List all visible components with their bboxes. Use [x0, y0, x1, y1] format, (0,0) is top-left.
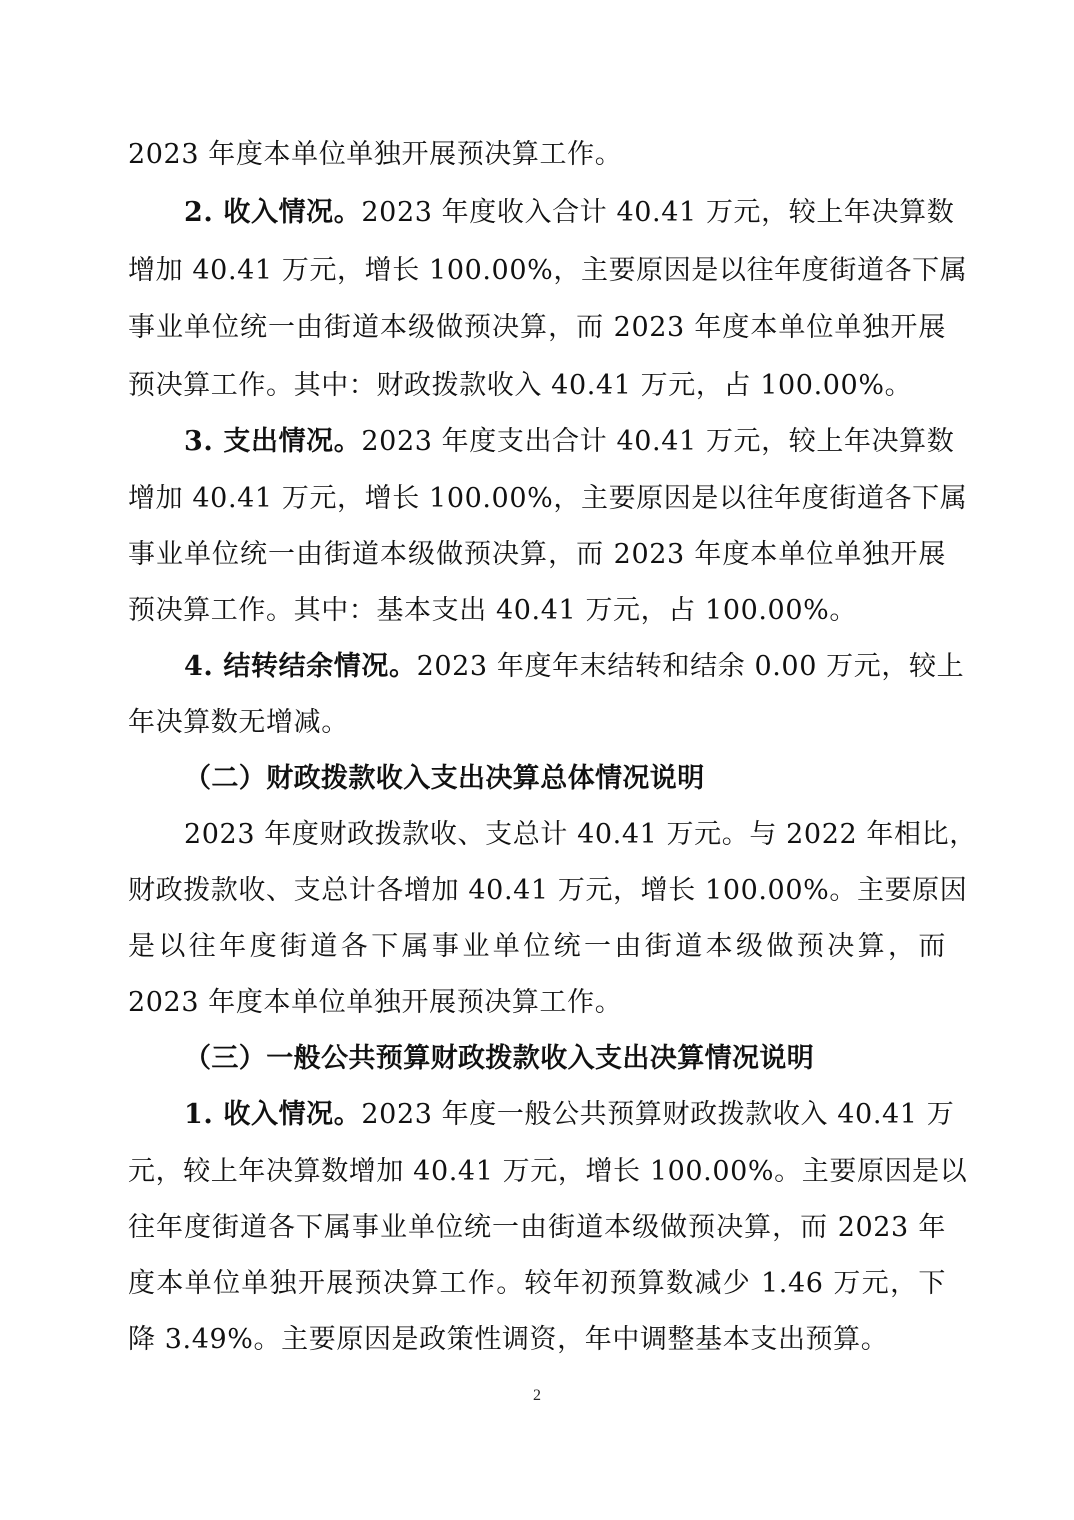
paragraph-line: 增加 40.41 万元，增长 100.00%，主要原因是以往年度街道各下属	[128, 255, 968, 286]
paragraph-line: 是以往年度街道各下属事业单位统一由街道本级做预决算，而	[128, 931, 946, 962]
page-number: 2	[533, 1387, 541, 1404]
paragraph-line: 预决算工作。其中：财政拨款收入 40.41 万元，占 100.00%。	[128, 370, 913, 401]
paragraph-line: 预决算工作。其中：基本支出 40.41 万元，占 100.00%。	[128, 595, 857, 626]
paragraph-line: 元，较上年决算数增加 40.41 万元，增长 100.00%。主要原因是以	[128, 1156, 968, 1187]
section-three-income-lead: 1. 收入情况。	[184, 1099, 362, 1130]
paragraph-line: 增加 40.41 万元，增长 100.00%，主要原因是以往年度街道各下属	[128, 483, 968, 514]
income-lead: 2. 收入情况。	[184, 197, 362, 228]
paragraph-line: 2023 年度财政拨款收、支总计 40.41 万元。与 2022 年相比，	[184, 819, 977, 850]
carryover-paragraph-line: 4. 结转结余情况。2023 年度年末结转和结余 0.00 万元，较上	[184, 651, 965, 682]
paragraph-line: 降 3.49%。主要原因是政策性调资，年中调整基本支出预算。	[128, 1324, 889, 1355]
paragraph-line: 2023 年度本单位单独开展预决算工作。	[128, 139, 623, 170]
paragraph-line: 事业单位统一由街道本级做预决算，而 2023 年度本单位单独开展	[128, 312, 946, 343]
section-three-income-line: 1. 收入情况。2023 年度一般公共预算财政拨款收入 40.41 万	[184, 1099, 955, 1130]
carryover-lead: 4. 结转结余情况。	[184, 651, 417, 682]
paragraph-line: 财政拨款收、支总计各增加 40.41 万元，增长 100.00%。主要原因	[128, 875, 968, 906]
paragraph-line: 年决算数无增减。	[128, 707, 349, 738]
paragraph-line: 度本单位单独开展预决算工作。较年初预算数减少 1.46 万元，下	[128, 1268, 946, 1299]
expenditure-lead: 3. 支出情况。	[184, 426, 362, 457]
income-paragraph-line: 2. 收入情况。2023 年度收入合计 40.41 万元，较上年决算数	[184, 197, 955, 228]
paragraph-line: 2023 年度本单位单独开展预决算工作。	[128, 987, 623, 1018]
paragraph-line: 事业单位统一由街道本级做预决算，而 2023 年度本单位单独开展	[128, 539, 946, 570]
section-heading: （二）财政拨款收入支出决算总体情况说明	[184, 763, 705, 794]
section-heading: （三）一般公共预算财政拨款收入支出决算情况说明	[184, 1043, 815, 1074]
expenditure-paragraph-line: 3. 支出情况。2023 年度支出合计 40.41 万元，较上年决算数	[184, 426, 955, 457]
paragraph-line: 往年度街道各下属事业单位统一由街道本级做预决算，而 2023 年	[128, 1212, 946, 1243]
